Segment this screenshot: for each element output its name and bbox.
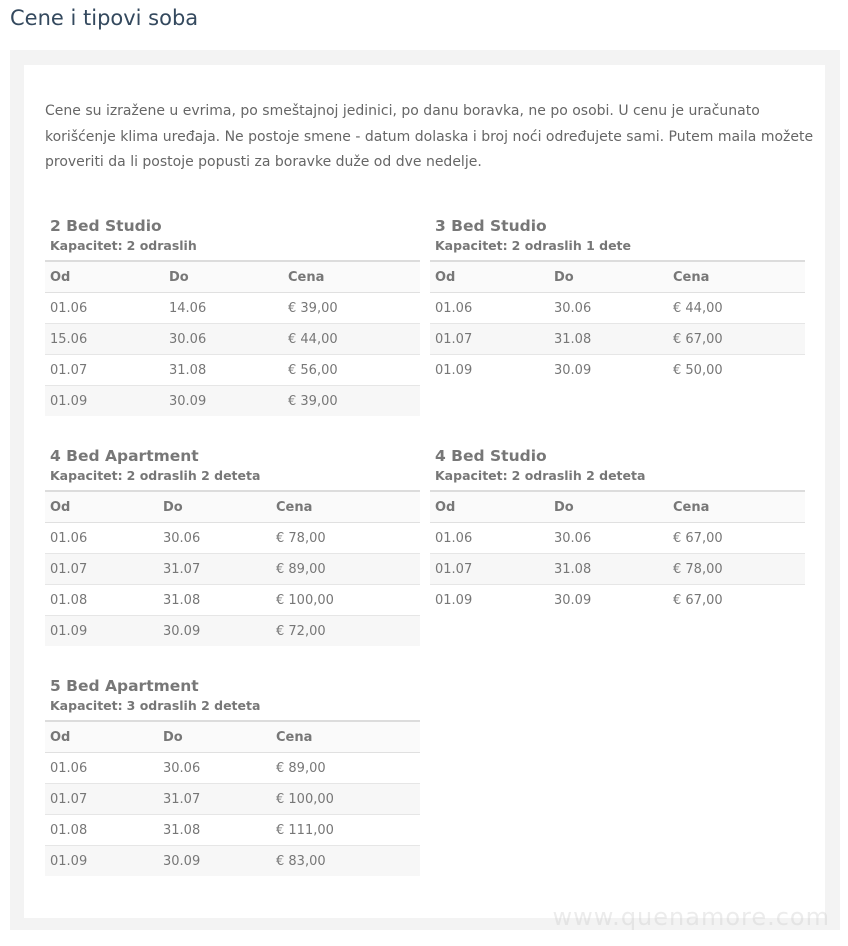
table-row: [45, 554, 420, 585]
page-title: Cene i tipovi soba: [10, 6, 199, 30]
cell-od: 01.06: [430, 293, 549, 324]
table-header-row: [430, 491, 805, 523]
cell-do: 31.08: [549, 554, 668, 585]
table-header-row: [45, 261, 420, 293]
cell-cena: € 89,00: [271, 753, 420, 784]
cell-od: 01.08: [45, 585, 158, 616]
cell-od: 01.09: [45, 846, 158, 877]
cell-cena: € 67,00: [668, 324, 805, 355]
room-capacity: [45, 237, 420, 255]
room-4-bed-apartment: [45, 445, 420, 646]
cell-do: 31.07: [158, 784, 271, 815]
cell-do: 30.09: [554, 362, 592, 378]
table-row: [430, 585, 805, 616]
cell-cena: € 44,00: [283, 324, 420, 355]
capacity-value: 3 odraslih 2 deteta: [126, 698, 261, 713]
cell-do: 30.06: [549, 293, 668, 324]
room-capacity: [45, 697, 420, 715]
capacity-value: 2 odraslih 2 deteta: [126, 468, 261, 483]
cell-do: 31.08: [158, 815, 271, 846]
header-od: Od: [45, 261, 164, 293]
cell-do: 14.06: [164, 293, 283, 324]
price-table: [430, 490, 805, 615]
cell-cena: € 67,00: [673, 592, 723, 608]
table-row: [45, 753, 420, 784]
cell-cena: € 39,00: [283, 293, 420, 324]
capacity-label: Kapacitet:: [435, 468, 508, 483]
room-title: 4 Bed Studio: [435, 447, 547, 465]
cell-do: 30.09: [158, 616, 271, 647]
cell-od: 01.06: [45, 523, 158, 554]
cell-do: 30.09: [164, 386, 283, 417]
cell-cena: € 44,00: [668, 293, 805, 324]
table-row: [45, 355, 420, 386]
header-od: Od: [430, 261, 549, 293]
cell-od: 01.07: [45, 355, 164, 386]
room-title: 4 Bed Apartment: [50, 447, 199, 465]
cell-do: 30.09: [554, 592, 592, 608]
header-od: Od: [45, 721, 158, 753]
price-table: [45, 720, 420, 876]
room-3-bed-studio: [430, 215, 805, 385]
cell-od: 01.08: [45, 815, 158, 846]
cell-do: 30.06: [158, 523, 271, 554]
capacity-value: 2 odraslih 2 deteta: [511, 468, 646, 483]
room-capacity: [430, 467, 805, 485]
price-table: [430, 260, 805, 385]
cell-do: 31.08: [164, 355, 283, 386]
table-row: [45, 324, 420, 355]
cell-od: 01.09: [45, 616, 158, 647]
cell-do: 31.07: [158, 554, 271, 585]
room-title: 3 Bed Studio: [435, 217, 547, 235]
cell-do: 30.06: [549, 523, 668, 554]
room-capacity: [45, 467, 420, 485]
table-row: [45, 784, 420, 815]
cell-cena: € 111,00: [271, 815, 420, 846]
table-row: [430, 324, 805, 355]
room-2-bed-studio: [45, 215, 420, 416]
cell-cena: € 78,00: [271, 523, 420, 554]
room-capacity: [430, 237, 805, 255]
cell-cena: € 89,00: [271, 554, 420, 585]
table-row: [45, 815, 420, 846]
table-header-row: [45, 721, 420, 753]
header-od: Od: [45, 491, 158, 523]
cell-do: 30.06: [158, 753, 271, 784]
cell-cena: € 100,00: [271, 784, 420, 815]
header-do: Do: [158, 721, 271, 753]
capacity-label: Kapacitet:: [50, 698, 123, 713]
capacity-label: Kapacitet:: [435, 238, 508, 253]
header-cena: Cena: [668, 261, 805, 293]
table-row: [45, 386, 420, 417]
room-title: 5 Bed Apartment: [50, 677, 199, 695]
table-row: [45, 523, 420, 554]
header-do: Do: [164, 261, 283, 293]
header-cena: Cena: [271, 491, 420, 523]
cell-do: 30.06: [164, 324, 283, 355]
table-row: [45, 616, 420, 647]
header-do: Do: [158, 491, 271, 523]
cell-do: 31.08: [549, 324, 668, 355]
cell-od: 01.07: [430, 324, 549, 355]
cell-do: 31.08: [158, 585, 271, 616]
cell-od: 01.09: [435, 362, 473, 378]
table-row: [45, 585, 420, 616]
price-table: [45, 260, 420, 416]
cell-od: 01.07: [430, 554, 549, 585]
table-row: [430, 355, 805, 386]
cell-od: 01.06: [430, 523, 549, 554]
cell-cena: € 56,00: [283, 355, 420, 386]
capacity-value: 2 odraslih: [126, 238, 197, 253]
room-5-bed-apartment: [45, 675, 420, 876]
cell-cena: € 83,00: [271, 846, 420, 877]
room-4-bed-studio: [430, 445, 805, 615]
header-cena: Cena: [668, 491, 805, 523]
header-od: Od: [430, 491, 549, 523]
watermark: www.quenamore.com: [552, 903, 830, 931]
cell-od: 01.07: [45, 784, 158, 815]
table-row: [430, 293, 805, 324]
cell-cena: € 78,00: [668, 554, 805, 585]
cell-od: 01.09: [45, 386, 164, 417]
capacity-label: Kapacitet:: [50, 468, 123, 483]
cell-od: 01.06: [45, 753, 158, 784]
intro-text: Cene su izražene u evrima, po smeštajnoj jedinici, po danu boravka, ne po osobi. U cenu je uračunato korišćenje klima uređaja. Ne postoje smene - datum dolaska i broj noći određujete sami. Putem maila možete proveriti da li postoje popusti za boravke duže od dve nedelje.: [45, 103, 814, 170]
cell-od: 01.07: [45, 554, 158, 585]
cell-do: 30.09: [158, 846, 271, 877]
table-row: [45, 293, 420, 324]
capacity-label: Kapacitet:: [50, 238, 123, 253]
table-row: [430, 554, 805, 585]
header-cena: Cena: [271, 721, 420, 753]
header-cena: Cena: [283, 261, 420, 293]
room-title: 2 Bed Studio: [50, 217, 162, 235]
table-row: [45, 846, 420, 877]
table-header-row: [430, 261, 805, 293]
cell-cena: € 67,00: [668, 523, 805, 554]
cell-cena: € 72,00: [271, 616, 420, 647]
cell-od: 01.09: [435, 592, 473, 608]
capacity-value: 2 odraslih 1 dete: [511, 238, 632, 253]
header-do: Do: [549, 491, 668, 523]
price-table: [45, 490, 420, 646]
cell-od: 01.06: [45, 293, 164, 324]
cell-cena: € 39,00: [283, 386, 420, 417]
cell-od: 15.06: [45, 324, 164, 355]
header-do: Do: [549, 261, 668, 293]
table-header-row: [45, 491, 420, 523]
cell-cena: € 100,00: [271, 585, 420, 616]
cell-cena: € 50,00: [673, 362, 723, 378]
table-row: [430, 523, 805, 554]
